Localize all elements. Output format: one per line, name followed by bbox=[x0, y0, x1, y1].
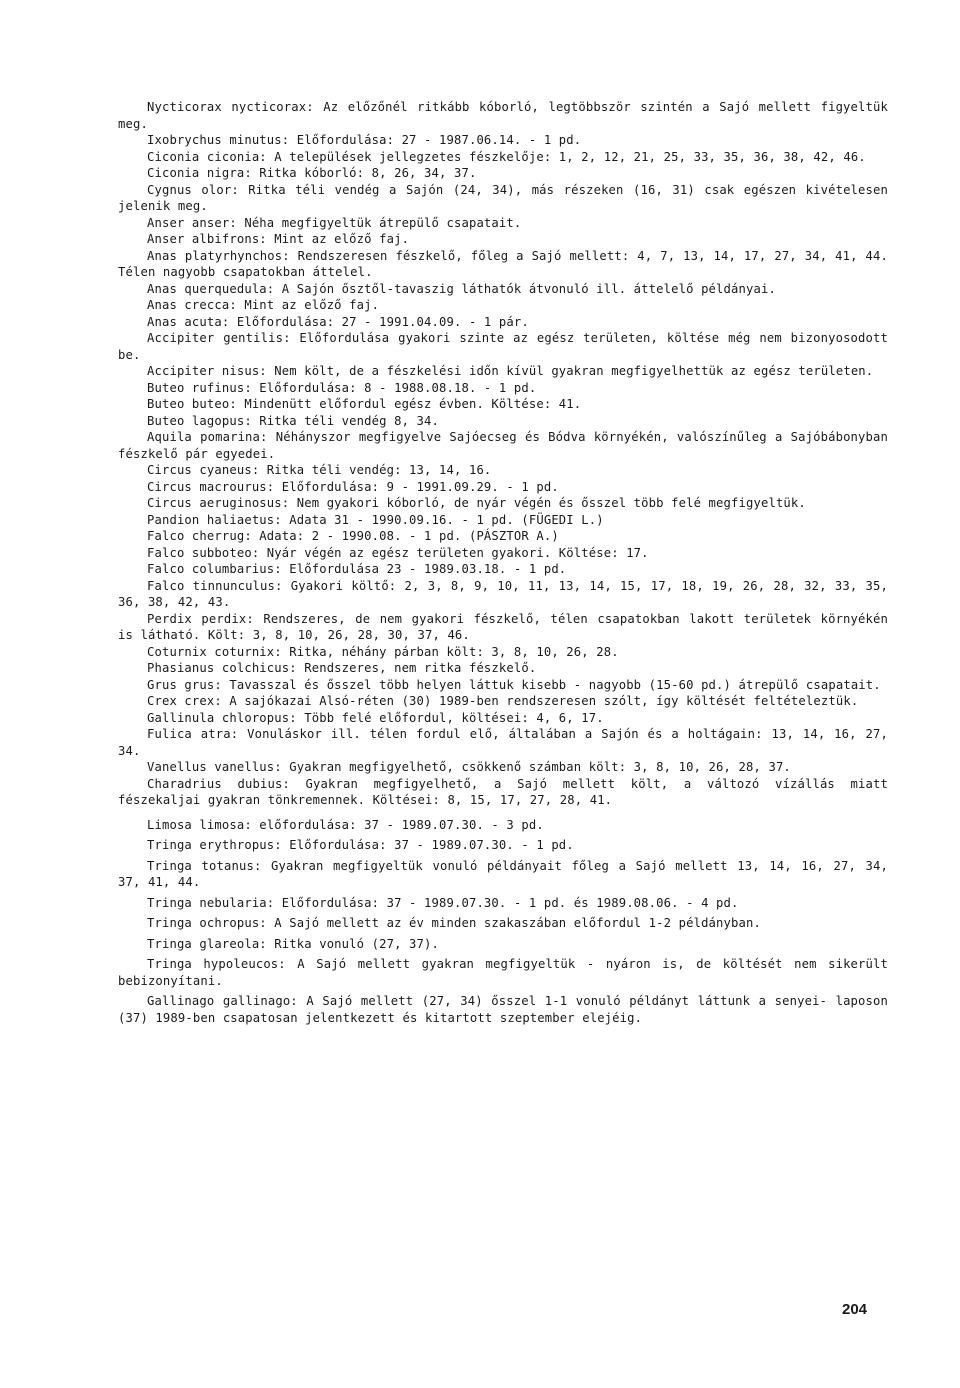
species-entry: Cygnus olor: Ritka téli vendég a Sajón (24, 34), más részeken (16, 31) csak egészen kivételesen jelenik meg. bbox=[118, 182, 888, 213]
species-entry: Crex crex: A sajókazai Alsó-réten (30) 1989-ben rendszeresen szólt, így költését feltételeztük. bbox=[147, 694, 859, 708]
species-entry: Gallinago gallinago: A Sajó mellett (27, 34) ősszel 1-1 vonuló példányt láttunk a senyei- laposon (37) 1989-ben csapatosan jelentkezett és kitartott szeptember elejéig. bbox=[118, 994, 888, 1025]
species-entry: Circus macrourus: Előfordulása: 9 - 1991.09.29. - 1 pd. bbox=[147, 479, 559, 494]
species-entry: Tringa erythropus: Előfordulása: 37 - 1989.07.30. - 1 pd. bbox=[147, 838, 574, 852]
species-entry: Anas crecca: Mint az előző faj. bbox=[147, 298, 380, 312]
species-entry: Grus grus: Tavasszal és ősszel több helyen láttuk kisebb - nagyobb (15-60 pd.) átrepülő csapatait. bbox=[147, 677, 881, 692]
species-entry: Circus cyaneus: Ritka téli vendég: 13, 14, 16. bbox=[147, 463, 492, 477]
species-list bbox=[118, 99, 888, 1026]
species-entry: Ciconia nigra: Ritka kóborló: 8, 26, 34, 37. bbox=[147, 166, 477, 180]
species-entry: Ciconia ciconia: A települések jellegzetes fészkelője: 1, 2, 12, 21, 25, 33, 35, 36, 38, 42, 46. bbox=[147, 149, 866, 164]
species-entry: Falco cherrug: Adata: 2 - 1990.08. - 1 pd. (PÁSZTOR A.) bbox=[147, 529, 559, 543]
species-entry: Falco subboteo: Nyár végén az egész területen gyakori. Költése: 17. bbox=[147, 545, 649, 560]
species-entry: Accipiter nisus: Nem költ, de a fészkelési időn kívül gyakran megfigyelhettük az egész területen. bbox=[147, 364, 874, 378]
species-entry: Anas platyrhynchos: Rendszeresen fészkelő, főleg a Sajó mellett: 4, 7, 13, 14, 17, 27, 34, 41, 44. Télen nagyobb csapatokban áttelel. bbox=[118, 248, 888, 279]
page-number: 204 bbox=[842, 1301, 868, 1318]
species-entry: Limosa limosa: előfordulása: 37 - 1989.07.30. - 3 pd. bbox=[147, 817, 544, 832]
species-entry: Tringa glareola: Ritka vonuló (27, 37). bbox=[147, 936, 440, 951]
species-entry: Anas acuta: Előfordulása: 27 - 1991.04.09. - 1 pár. bbox=[147, 314, 529, 329]
species-entry: Gallinula chloropus: Több felé előfordul, költései: 4, 6, 17. bbox=[147, 710, 604, 725]
species-entry: Anser anser: Néha megfigyeltük átrepülő csapatait. bbox=[147, 215, 522, 230]
species-entry: Pandion haliaetus: Adata 31 - 1990.09.16. - 1 pd. (FÜGEDI L.) bbox=[147, 512, 604, 527]
species-entry: Tringa nebularia: Előfordulása: 37 - 1989.07.30. - 1 pd. és 1989.08.06. - 4 pd. bbox=[147, 895, 739, 910]
species-entry: Tringa totanus: Gyakran megfigyeltük vonuló példányait főleg a Sajó mellett 13, 14, 16, 27, 34, 37, 41, 44. bbox=[118, 858, 888, 889]
species-entry: Buteo lagopus: Ritka téli vendég 8, 34. bbox=[147, 413, 440, 428]
species-entry: Ixobrychus minutus: Előfordulása: 27 - 1987.06.14. - 1 pd. bbox=[147, 133, 582, 147]
species-entry: Tringa ochropus: A Sajó mellett az év minden szakaszában előfordul 1-2 példányban. bbox=[147, 916, 761, 930]
species-entry: Coturnix coturnix: Ritka, néhány párban költ: 3, 8, 10, 26, 28. bbox=[147, 644, 619, 659]
species-entry: Accipiter gentilis: Előfordulása gyakori szinte az egész területen, költése még nem bizonyosodott be. bbox=[118, 331, 888, 362]
species-entry: Perdix perdix: Rendszeres, de nem gyakori fészkelő, télen csapatokban lakott területek környékén is látható. Költ: 3, 8, 10, 26, 28, 30, 37, 46. bbox=[118, 611, 888, 642]
species-entry: Fulica atra: Vonuláskor ill. télen fordul elő, általában a Sajón és a holtágain: 13, 14, 16, 27, 34. bbox=[118, 727, 888, 758]
species-entry: Buteo rufinus: Előfordulása: 8 - 1988.08.18. - 1 pd. bbox=[147, 380, 537, 395]
species-entry: Phasianus colchicus: Rendszeres, nem ritka fészkelő. bbox=[147, 661, 537, 675]
species-entry: Falco columbarius: Előfordulása 23 - 1989.03.18. - 1 pd. bbox=[147, 562, 567, 576]
species-entry: Circus aeruginosus: Nem gyakori kóborló, de nyár végén és ősszel több felé megfigyeltük. bbox=[147, 496, 806, 510]
species-entry: Vanellus vanellus: Gyakran megfigyelhető, csökkenő számban költ: 3, 8, 10, 26, 28, 37. bbox=[147, 760, 791, 774]
species-entry: Charadrius dubius: Gyakran megfigyelhető, a Sajó mellett költ, a változó vízállás miatt fészekaljai gyakran tönkremennek. Költései: 8, 15, 17, 27, 28, 41. bbox=[118, 776, 888, 807]
species-entry: Buteo buteo: Mindenütt előfordul egész évben. Költése: 41. bbox=[147, 397, 582, 411]
species-entry: Aquila pomarina: Néhányszor megfigyelve Sajóecseg és Bódva környékén, valószínűleg a Sajóbábonyban fészkelő pár egyedei. bbox=[118, 430, 888, 461]
species-entry: Anser albifrons: Mint az előző faj. bbox=[147, 232, 410, 246]
species-entry: Anas querquedula: A Sajón ősztől-tavaszig láthatók átvonuló ill. áttelelő példányai. bbox=[147, 281, 776, 296]
species-entry: Falco tinnunculus: Gyakori költő: 2, 3, 8, 9, 10, 11, 13, 14, 15, 17, 18, 19, 26, 28, 32, 33, 35, 36, 38, 42, 43. bbox=[118, 578, 888, 609]
species-entry: Nycticorax nycticorax: Az előzőnél ritkább kóborló, legtöbbször szintén a Sajó mellett figyeltük meg. bbox=[118, 100, 888, 131]
species-entry: Tringa hypoleucos: A Sajó mellett gyakran megfigyeltük - nyáron is, de költését nem sikerült bebizonyítani. bbox=[118, 957, 888, 988]
